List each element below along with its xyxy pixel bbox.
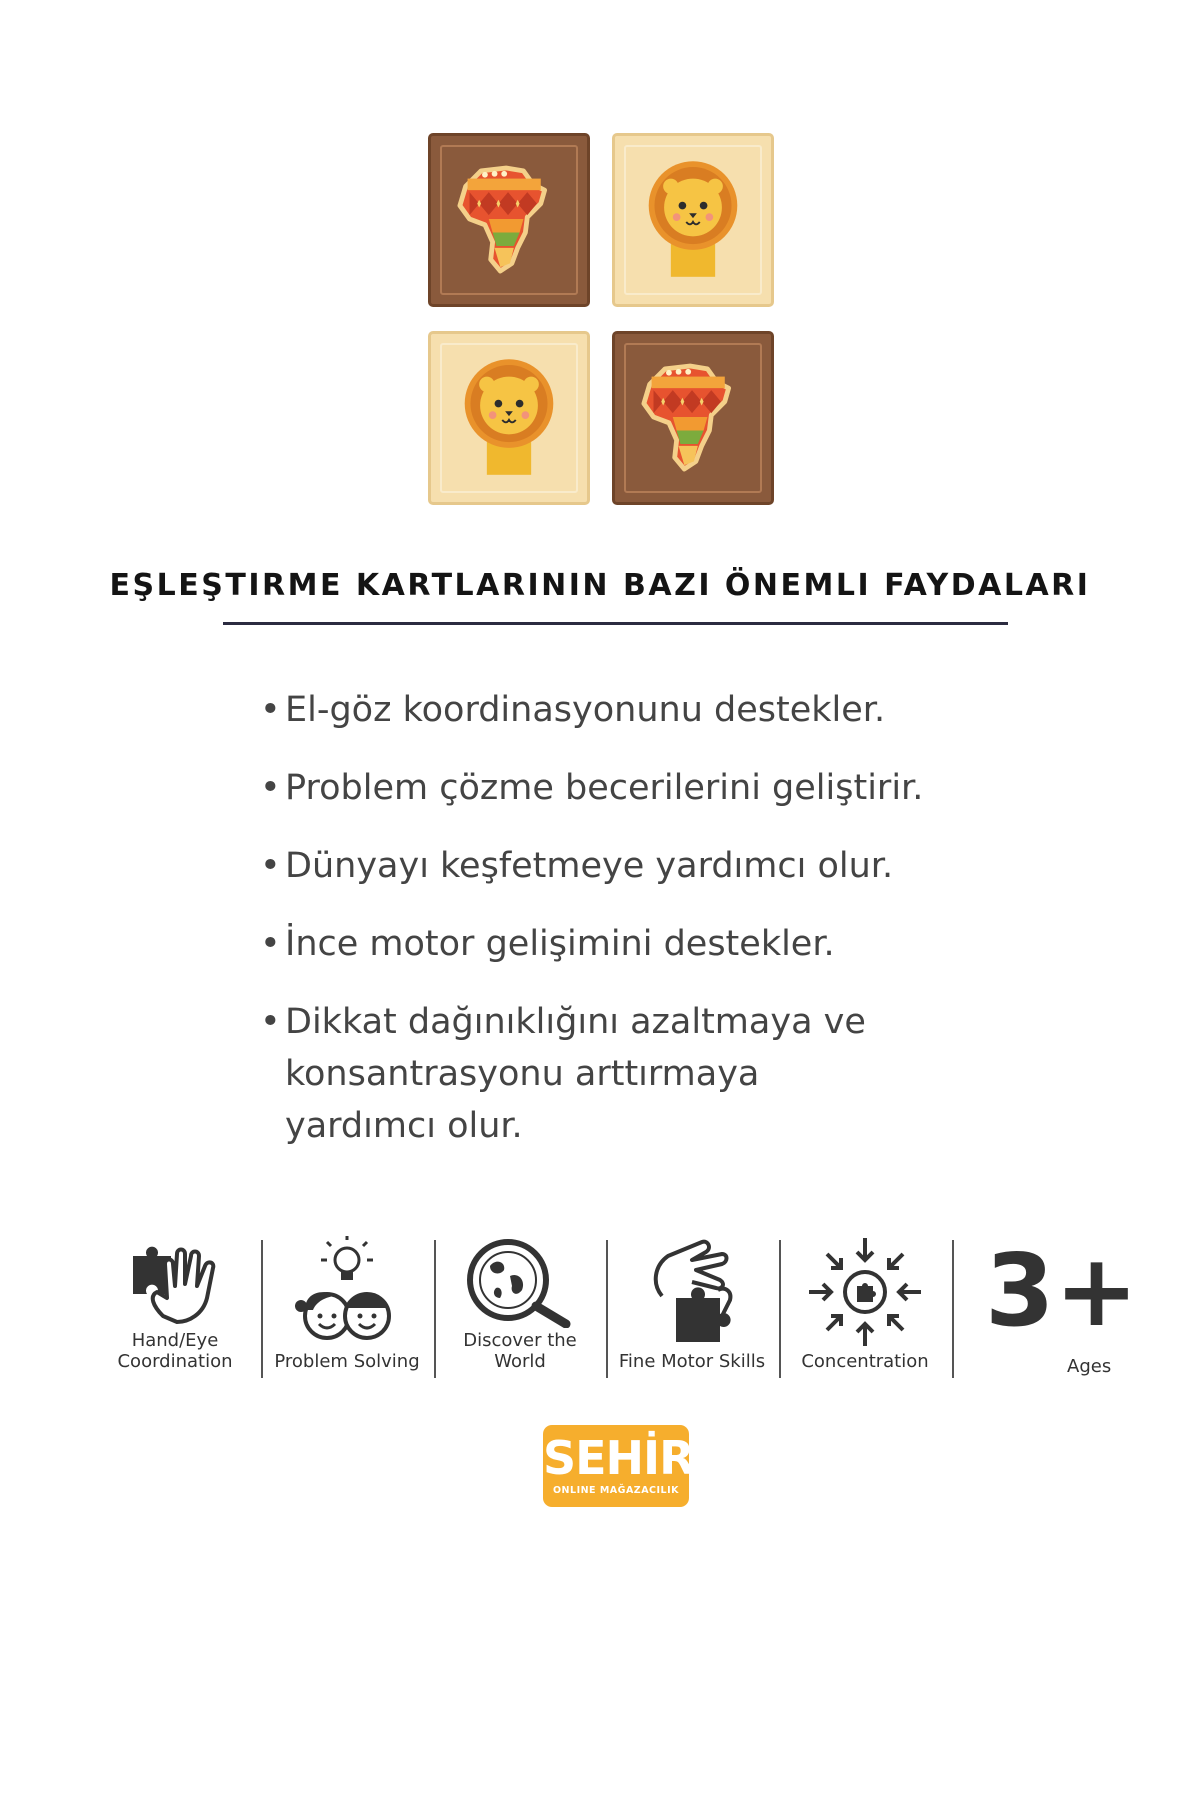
divider (952, 1240, 954, 1378)
page-title: EŞLEŞTIRME KARTLARININ BAZI ÖNEMLI FAYDALARI (109, 568, 1091, 603)
list-item: • Problem çözme becerilerini geliştirir. (260, 762, 1080, 814)
age-value: 3+ (985, 1232, 1139, 1349)
skills-row (0, 1232, 1200, 1386)
skill-label: Concentration (801, 1351, 929, 1372)
lion-icon (615, 136, 771, 304)
skill-label: Hand/Eye (131, 1330, 219, 1351)
africa-map-icon (615, 334, 771, 502)
africa-map-icon (431, 136, 587, 304)
divider (779, 1240, 781, 1378)
lion-card (428, 331, 590, 505)
divider (606, 1240, 608, 1378)
list-item: • İnce motor gelişimini destekler. (260, 918, 1080, 970)
list-item: • El-göz koordinasyonunu destekler. (260, 684, 1080, 736)
skill-label: World (494, 1351, 546, 1372)
list-item: • Dünyayı keşfetmeye yardımcı olur. (260, 840, 1080, 892)
skill-label: Fine Motor Skills (618, 1351, 766, 1372)
globe-magnifier-icon (460, 1236, 580, 1328)
brand-logo (543, 1425, 694, 1507)
skill-label: Coordination (117, 1351, 233, 1372)
lion-icon (431, 334, 587, 502)
skill-concentration (785, 1236, 945, 1386)
logo-text: SEHİR (543, 1431, 694, 1485)
kids-lightbulb-icon (287, 1236, 407, 1349)
skill-problem-solving (267, 1236, 427, 1386)
focus-arrows-icon (805, 1236, 925, 1349)
title-divider (223, 622, 1008, 625)
skill-discover-world (440, 1236, 600, 1386)
age-label: Ages (1067, 1356, 1112, 1377)
skill-fine-motor (612, 1236, 772, 1386)
skill-label: Problem Solving (274, 1351, 420, 1372)
africa-map-card (428, 133, 590, 307)
logo-subtext: ONLINE MAĞAZACILIK (552, 1485, 679, 1496)
divider (261, 1240, 263, 1378)
africa-map-card (612, 331, 774, 505)
list-item: • Dikkat dağınıklığını azaltmaya ve konsantrasyonu arttırmaya yardımcı olur. (260, 996, 895, 1152)
matching-cards-image (428, 133, 774, 507)
lion-card (612, 133, 774, 307)
benefits-list (260, 684, 1080, 1178)
hand-puzzle-icon (115, 1236, 235, 1328)
hand-holding-puzzle-icon (632, 1236, 752, 1349)
divider (434, 1240, 436, 1378)
skill-hand-eye (95, 1236, 255, 1386)
skill-label: Discover the (463, 1330, 577, 1351)
